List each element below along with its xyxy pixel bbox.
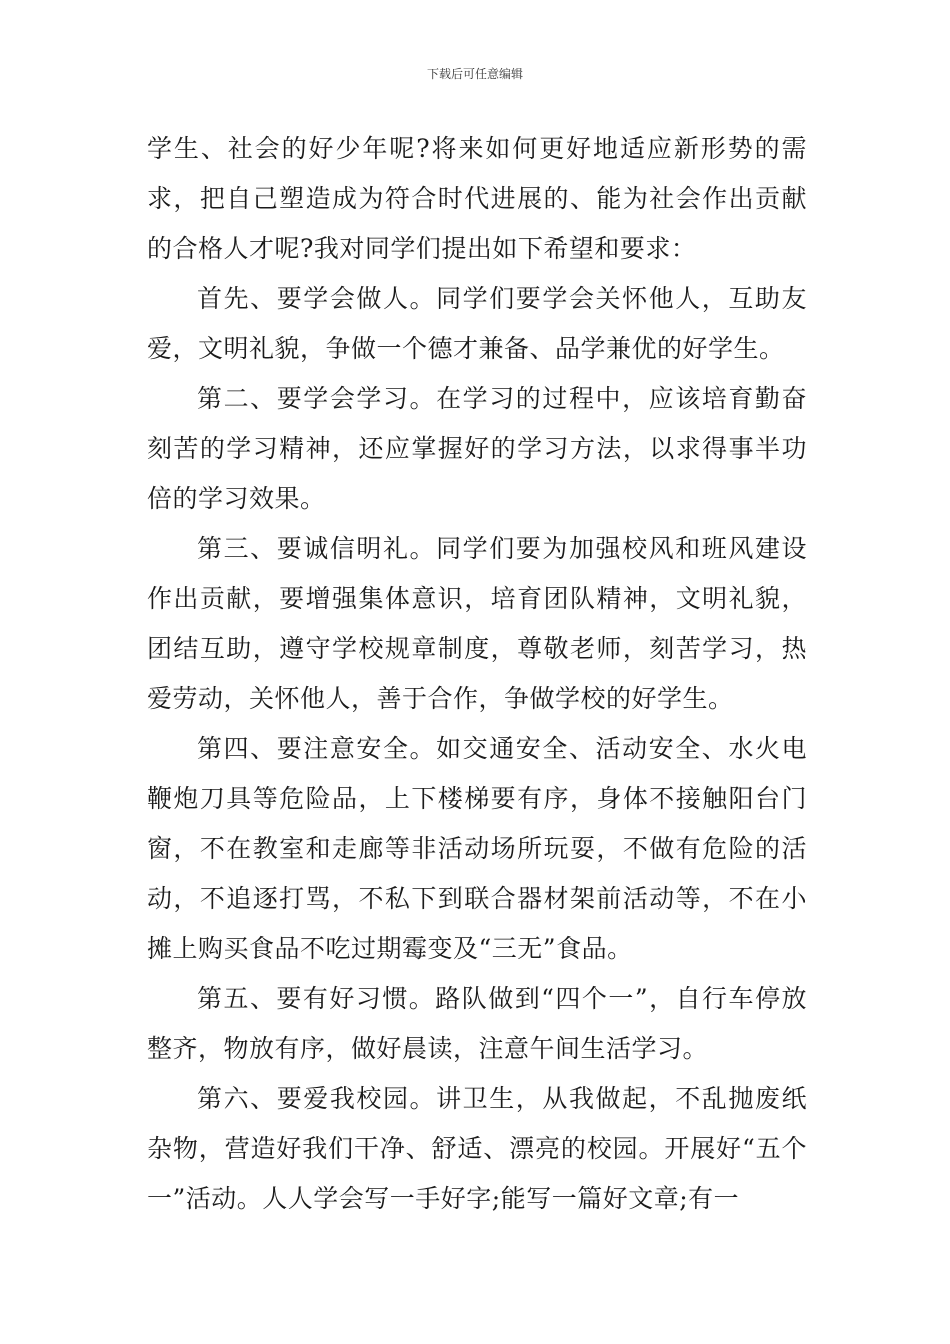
- paragraph-first: 首先、要学会做人。同学们要学会关怀他人，互助友爱，文明礼貌，争做一个德才兼备、品学兼优的好学生。: [147, 284, 807, 363]
- paragraph-third: 第三、要诚信明礼。同学们要为加强校风和班风建设作出贡献，要增强集体意识，培育团队精神，文明礼貌，团结互助，遵守学校规章制度，尊敬老师，刻苦学习，热爱劳动，关怀他人，善于合作，争做学校的好学生。: [147, 534, 807, 713]
- paragraph-sixth: 第六、要爱我校园。讲卫生，从我做起，不乱抛废纸杂物，营造好我们干净、舒适、漂亮的校园。开展好“五个一”活动。人人学会写一手好字;能写一篇好文章;有一: [147, 1084, 807, 1213]
- document-body: [147, 124, 807, 1224]
- paragraph-fifth: 第五、要有好习惯。路队做到“四个一”，自行车停放整齐，物放有序，做好晨读，注意午间生活学习。: [147, 984, 807, 1063]
- paragraph-continuation: 学生、社会的好少年呢?将来如何更好地适应新形势的需求，把自己塑造成为符合时代进展的、能为社会作出贡献的合格人才呢?我对同学们提出如下希望和要求：: [147, 134, 807, 263]
- paragraph-fourth: 第四、要注意安全。如交通安全、活动安全、水火电鞭炮刀具等危险品，上下楼梯要有序，身体不接触阳台门窗，不在教室和走廊等非活动场所玩耍，不做有危险的活动，不追逐打骂，不私下到联合器材架前活动等，不在小摊上购买食品不吃过期霉变及“三无”食品。: [147, 734, 807, 963]
- paragraph-second: 第二、要学会学习。在学习的过程中，应该培育勤奋刻苦的学习精神，还应掌握好的学习方法，以求得事半功倍的学习效果。: [147, 384, 807, 513]
- page-header: 下载后可任意编辑: [426, 67, 523, 81]
